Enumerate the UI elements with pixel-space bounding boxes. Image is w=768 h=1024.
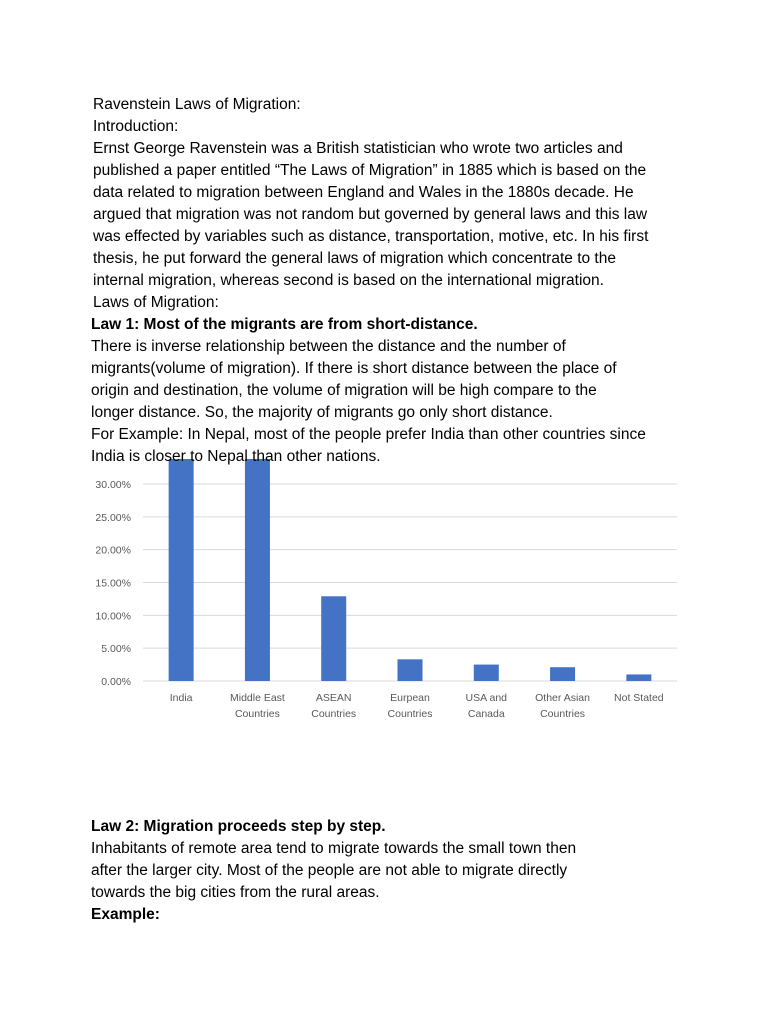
intro-line: internal migration, whereas second is based on the international migration. — [93, 272, 604, 289]
chart-bar — [398, 659, 423, 681]
y-tick-label: 30.00% — [95, 479, 131, 491]
chart-bar — [550, 667, 575, 681]
chart-bar — [321, 596, 346, 681]
intro-line: was effected by variables such as distance, transportation, motive, etc. In his first — [93, 228, 649, 245]
law1-heading: Law 1: Most of the migrants are from short-distance. — [91, 316, 478, 333]
x-tick-label: India — [169, 692, 193, 704]
x-tick-label: Other Asian Countries — [535, 692, 591, 720]
intro-line: thesis, he put forward the general laws of migration which concentrate to the — [93, 250, 616, 267]
intro-line: data related to migration between England and Wales in the 1880s decade. He — [93, 184, 634, 201]
chart-bar — [245, 459, 270, 681]
chart-bar — [474, 665, 499, 681]
law2-heading: Law 2: Migration proceeds step by step. — [91, 818, 386, 835]
y-tick-label: 5.00% — [101, 643, 131, 656]
intro-heading: Introduction: — [93, 118, 179, 135]
law1-line: There is inverse relationship between the distance and the number of — [91, 338, 566, 355]
law1-line: migrants(volume of migration). If there is short distance between the place of — [91, 360, 617, 377]
law2-line: after the larger city. Most of the people are not able to migrate directly — [91, 862, 568, 879]
x-tick-label: Eurpean Countries — [387, 692, 433, 720]
law1-line: longer distance. So, the majority of migrants go only short distance. — [91, 404, 553, 421]
intro-line: published a paper entitled “The Laws of Migration” in 1885 which is based on the — [93, 162, 647, 179]
intro-line: argued that migration was not random but governed by general laws and this law — [93, 206, 648, 223]
example-label: Example: — [91, 906, 160, 923]
y-tick-label: 10.00% — [95, 610, 131, 623]
chart-bar — [169, 459, 194, 681]
y-tick-label: 0.00% — [101, 676, 131, 688]
x-tick-label: USA and Canada — [465, 692, 508, 720]
x-tick-label: Middle East Countries — [229, 692, 285, 720]
y-tick-label: 25.00% — [95, 511, 131, 524]
y-tick-label: 15.00% — [95, 577, 131, 590]
chart-bar — [626, 674, 651, 681]
law2-line: Inhabitants of remote area tend to migrate towards the small town then — [91, 840, 577, 857]
laws-heading: Laws of Migration: — [93, 294, 219, 311]
law2-line: towards the big cities from the rural areas. — [91, 884, 380, 901]
law1-line: origin and destination, the volume of migration will be high compare to the — [91, 382, 597, 399]
law1-line: India is closer to Nepal than other nations. — [91, 448, 381, 465]
law1-line: For Example: In Nepal, most of the people prefer India than other countries since — [91, 426, 646, 443]
intro-line: Ernst George Ravenstein was a British statistician who wrote two articles and — [93, 140, 623, 157]
x-tick-label: ASEAN Countries — [311, 692, 357, 720]
x-tick-label: Not Stated — [614, 692, 664, 704]
chart-y-tick-labels — [95, 479, 131, 688]
y-tick-label: 20.00% — [95, 544, 131, 557]
doc-title: Ravenstein Laws of Migration: — [93, 96, 301, 113]
chart-x-tick-labels — [170, 692, 664, 720]
chart-gridlines — [143, 484, 677, 681]
